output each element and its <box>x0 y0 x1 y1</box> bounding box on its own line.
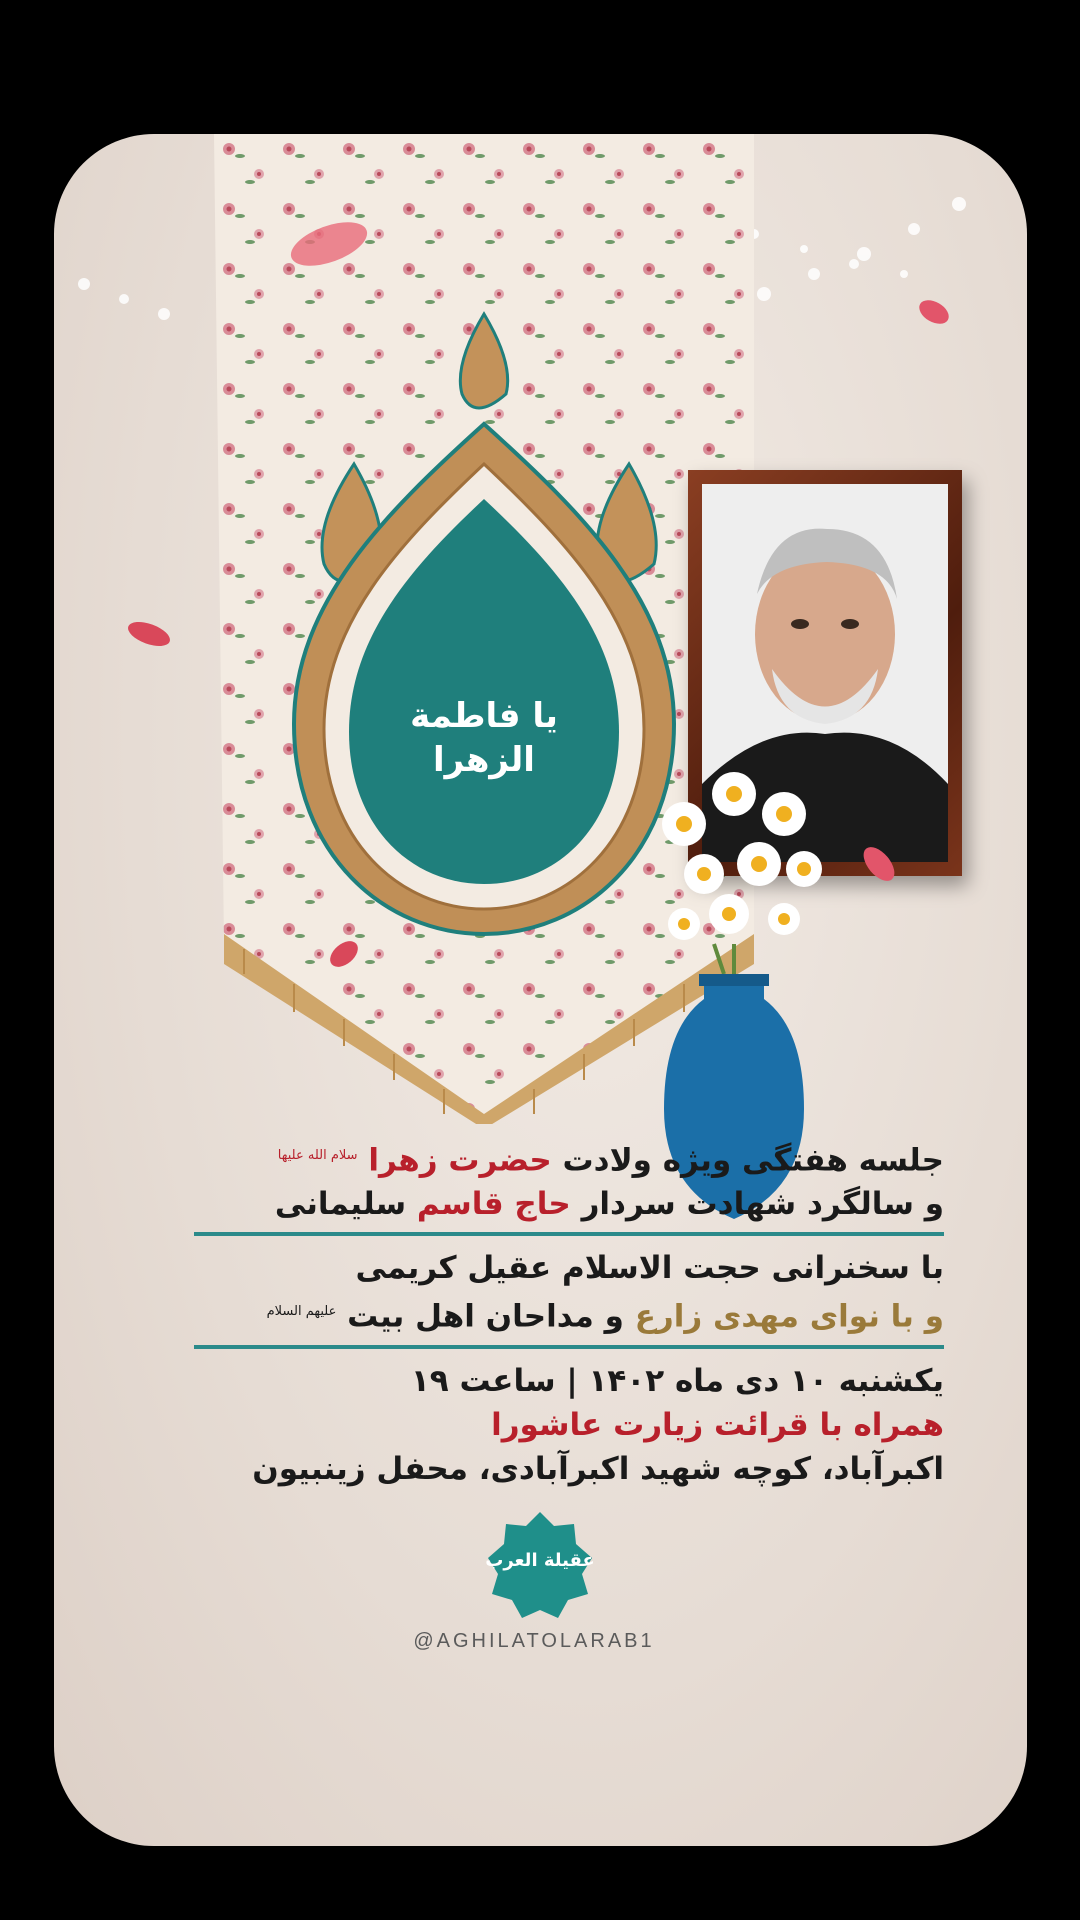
divider-1 <box>194 1232 944 1236</box>
logo-text: عقیلة العرب <box>485 1550 595 1571</box>
petal-icon <box>854 844 904 884</box>
divider-2 <box>194 1345 944 1349</box>
petal-icon <box>124 614 174 654</box>
line-1-highlight: حضرت زهرا <box>368 1142 552 1179</box>
line-7: اکبرآباد، کوچه شهید اکبرآبادی، محفل زینبیون <box>252 1450 944 1487</box>
line-4-gold: و با نوای مهدی زارع <box>634 1298 944 1335</box>
line-4-text: و مداحان اهل بیت <box>347 1298 624 1335</box>
petal-icon <box>284 214 374 274</box>
line-2 <box>194 1182 944 1226</box>
line-4 <box>194 1290 944 1338</box>
line-2-highlight: حاج قاسم <box>416 1186 571 1223</box>
line-1 <box>194 1134 944 1182</box>
line-1-honorific: سلام الله علیها <box>277 1148 358 1163</box>
social-handle[interactable]: @AGHILATOLARAB1 <box>413 1630 655 1652</box>
petal-icon <box>324 934 364 974</box>
event-text <box>194 1134 944 1491</box>
line-2-text-2: سلیمانی <box>274 1186 407 1223</box>
line-3: با سخنرانی حجت الاسلام عقیل کریمی <box>355 1250 944 1287</box>
line-4-honorific: علیهم السلام <box>266 1304 337 1320</box>
poster-card <box>54 134 1027 1846</box>
line-2-text-1: و سالگرد شهادت سردار <box>581 1186 944 1223</box>
line-1-text: جلسه هفتگی ویژه ولادت <box>562 1142 944 1179</box>
petal-icon <box>914 294 954 330</box>
line-5: یکشنبه ۱۰ دی ماه ۱۴۰۲ | ساعت ۱۹ <box>410 1362 944 1399</box>
banner-calligraphy: یا فاطمة الزهرا <box>410 696 558 780</box>
line-6: همراه با قرائت زیارت عاشورا <box>491 1406 944 1443</box>
